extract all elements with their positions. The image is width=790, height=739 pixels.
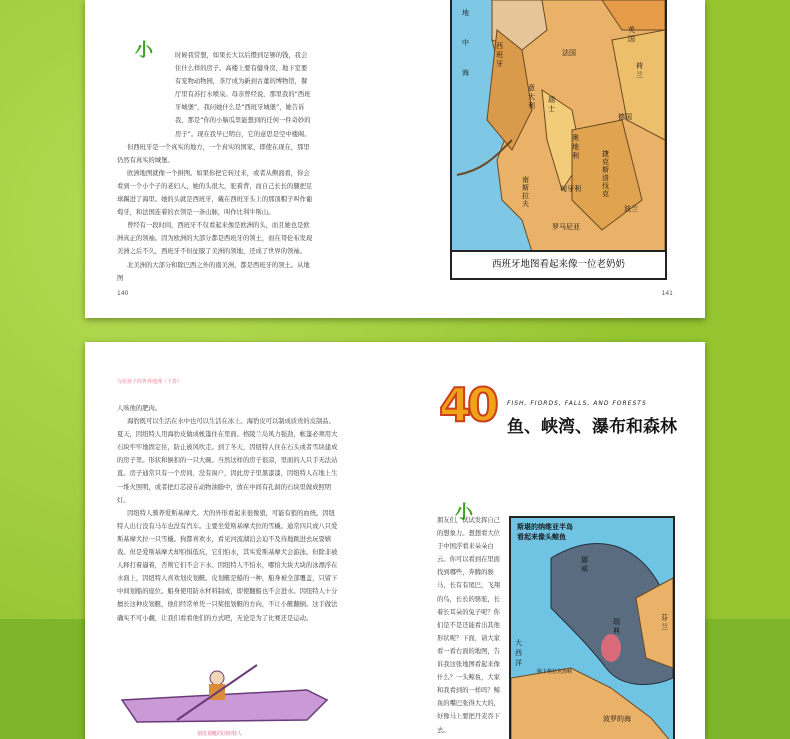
map-title-line: 斯堪的纳维亚半岛 [517, 523, 573, 531]
chapter-subtitle-en: FISH, FIORDS, FALLS, AND FORESTS [507, 400, 647, 407]
europe-map [450, 0, 667, 280]
map-label: 斯卡格拉克海峡 [537, 669, 573, 675]
map-label: 西班牙 [496, 42, 503, 68]
paragraph: 曾经有一段时间，西班牙不仅看起来像是欧洲的头，而且她也是欧洲真正的领袖。因为欧洲的大部分都是西班牙的领土，而在哥伦布发现美洲之后不久，西班牙不但征服了美洲的领地，还成了世界的领袖。 [117, 222, 313, 256]
map-label: 奥地利 [572, 134, 579, 160]
map-label: 荷兰 [636, 62, 643, 79]
map-label: 德国 [618, 113, 632, 121]
page-number-right: 141 [661, 290, 673, 297]
scandinavia-map [509, 516, 675, 739]
map-label: 意大利 [528, 84, 535, 110]
bottom-page [85, 342, 705, 739]
map-label: 英国 [628, 26, 635, 43]
column-paragraph: 朋友们，试试发挥自己的想象力。想想看大位于中国浮看来朵朵白云。你可以看到在里面找到哪些，奔腾的骏马，长有有尾巴，飞翔的鸟，长长的骆驼，长着长耳朵的兔子呢？你们是不是还能看出其他形状呢？下面，请大家看一看右面的地图，告诉我这张地图看起来像什么？一头鲸鱼，大家和我看到的一样吗？鲸鱼的嘴巴张得大大的，好像马上要把丹麦吞下去。 [437, 517, 500, 734]
paragraph: 海豹既可以生活在水中也可以生活在冰上。海豹皮可以制成质贵的皮制品。夏天，因纽特人用海豹皮做成帐篷住在里面。格陵兰岛风力强劲，帐篷必须用大石块牢牢地固定住，防止被风吹走。到了冬天，因纽特人住在石头或者雪块建成的房子里。形状和倒扣的一只大碗。当然这样的房子很凉，里面的人只手无法站直。房子通常只有一个房间，没有窗户，因此房子里黑漆漆，因纽特人在地上生一堆火照明，或者把灯芯浸在动物油脂中，放在中间有孔洞的石块里做成照明灯。 [117, 418, 338, 504]
map-label: 挪威 [581, 556, 588, 573]
chapter-title: 鱼、峡湾、瀑布和森林 [507, 417, 677, 437]
map-label: 匈牙利 [560, 185, 581, 193]
map-caption: 西班牙地图看起来像一位老奶奶 [452, 250, 665, 278]
map-label: 瑞士 [548, 96, 555, 113]
paragraph: 但西班牙是一个真实的地方，一个真实的国家，即使在现在，那里仍然有真实的城堡。 [117, 143, 310, 164]
map-title-line: 看起来像头鲸鱼 [517, 533, 566, 541]
paragraph: 人咳他的肥肉。 [117, 405, 162, 412]
map-label: 地 [462, 9, 469, 17]
paragraph: 欧洲地图就像一个拼图。如果你把它转过来，或者从侧面看，你会看到一个小个子的老妇人，她的头很大，驼着背，而自己长长的腿把足球踢进了海里。她的头就是西班牙，戴在西班牙头上的那顶帽子叫作葡萄牙，和法国连着的衣领是一条山脉，叫作比利牛斯山。 [117, 169, 313, 217]
page-number-left: 140 [117, 290, 129, 297]
body-text [117, 402, 339, 625]
top-page [85, 0, 705, 318]
paragraph: 时候我常想，如果长大以后攒到足够的钱，我会住什么样的房子。高楼上要有健身房，地下室要有宠物动物园，茶厅成为新到古董的博物馆，餐厅里有苏打水喷泉。母亲曾经说，那里我的“西班牙城堡”，我问她什么是“西班牙城堡”，她告诉我，那是“你的小脑瓜里能想到的任何一件奇妙的房子”。现在我早已明白，它的意思是空中楼阁。 [175, 52, 311, 138]
map-label: 罗马尼亚 [552, 223, 580, 231]
body-text [117, 52, 313, 285]
map-label: 中 [462, 39, 469, 47]
dropcap: 小 [135, 40, 153, 61]
scandinavia-map-image [511, 518, 673, 739]
map-title [517, 522, 573, 542]
map-label: 瑞典 [613, 618, 620, 635]
paragraph: 北美洲的大部分和除巴西之外的南美洲，都是西班牙的领土。从地图 [117, 261, 310, 282]
map-label: 南斯拉夫 [522, 176, 529, 208]
map-label: 波兰 [624, 205, 638, 213]
map-label: 法国 [562, 49, 576, 57]
map-label: 海 [462, 69, 469, 77]
paragraph: 因纽特人驯养爱斯基摩犬。犬的外形看起来很像狼，可能有狼的血统。因纽特人出行没有马车也没有汽车。主要坐爱斯基摩犬拉的雪橇。通常四只或八只爱斯基摩犬拉一只雪橇。狗都喜欢水，看见河流湖泊会迫不及待地跳进去玩耍嬉戏。但是爱斯基摩犬却怕惧低坑，它们怕水，其实爱斯基摩犬会游泳。但除非被人释打着逼着，否则它们不会下水。因纽特人不怕水，哪怕大块大块的冰漂浮在水面上，因纽特人喜欢划皮划艇。皮划艇是船的一种，船身被全部覆盖，只留下中间划船的座位。船身使用防水材料制成，即使翻船也不会进水。因纽特人十分擅长这种皮划艇，他们经常单凭一只桨扭划艇的方向，不让小艇翻倒。这手做法确实不可小觑，让我们看看他们的方式吧，无论是为了比赛还是运动。 [117, 509, 338, 622]
map-label: 捷克斯洛伐克 [602, 150, 609, 198]
map-label: 大西洋 [515, 639, 522, 667]
chapter-number: 40 [439, 378, 496, 432]
map-label: 芬兰 [661, 614, 668, 631]
map-label: 波罗的海 [603, 715, 631, 723]
kayak-caption: 划皮划艇的因纽特人 [197, 731, 243, 737]
running-head: 写给孩子的世界地理（下卷） [117, 379, 183, 385]
column-text [437, 514, 503, 737]
dropcap: 小 [455, 502, 473, 523]
kayak-illustration [117, 660, 332, 732]
